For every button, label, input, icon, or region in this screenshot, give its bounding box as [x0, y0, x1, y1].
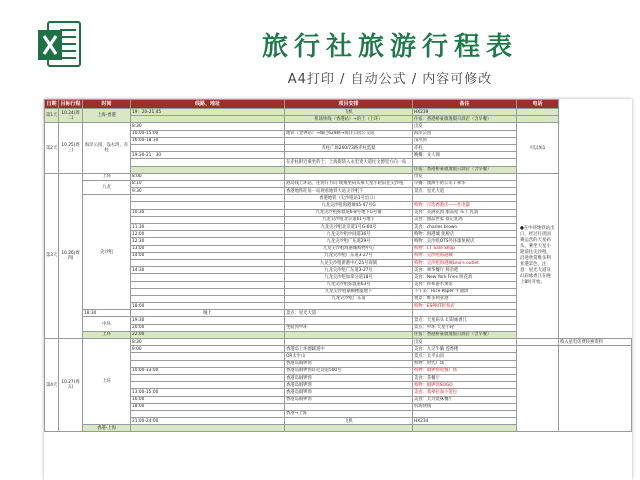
item-cell: 美食：茶餐厅	[413, 374, 517, 381]
line-cell: 飞机	[285, 418, 413, 425]
time-cell: 14:30	[131, 267, 285, 274]
time-cell: 19:30	[131, 317, 285, 324]
item-cell	[413, 159, 517, 166]
line-cell: 香港岛铜锣湾	[285, 382, 413, 389]
line-cell: 九龙尖沙咀嘉顿楼厦地下	[285, 288, 413, 295]
day-label: 第3天	[45, 173, 59, 338]
excel-icon	[36, 20, 82, 70]
time-cell: 12:30	[131, 238, 285, 245]
item-cell: 观景：维多利亚港	[413, 295, 517, 302]
table-row	[45, 346, 632, 353]
time-cell	[131, 382, 285, 389]
item-cell: 景点：太平山顶	[413, 353, 517, 360]
line-cell	[285, 303, 413, 310]
time-cell	[131, 274, 285, 281]
line-cell	[285, 403, 413, 410]
time-cell: 22:00	[131, 331, 285, 338]
item-cell: 出发	[413, 339, 517, 346]
line-cell: 赤柱广场260/73路赤柱监狱	[285, 144, 413, 151]
line-cell	[285, 123, 413, 130]
item-cell: 美食：charles brown	[413, 224, 517, 231]
line-cell: 九龙尖沙咀加拿分道18号	[285, 274, 413, 281]
time-cell: 14:00	[131, 252, 285, 259]
note-cell: 可以加1	[517, 123, 559, 173]
time-cell: 9:00	[131, 346, 285, 353]
item-cell: 购物：尖沙咀海港城Levi's outlet	[413, 259, 517, 266]
item-cell: 美食：祥和游水菜馆	[413, 281, 517, 288]
day-label: 第4天	[45, 339, 59, 432]
item-cell: 晚餐：文人阁	[413, 152, 517, 159]
line-cell: 香港岛铜锣湾	[285, 389, 413, 396]
table-row	[45, 109, 632, 116]
day-route: 上海-香港	[83, 109, 131, 123]
item-cell: 美食：太兴烧味餐厅	[413, 396, 517, 403]
item-cell: 购物：ESPRIT折扣店	[413, 303, 517, 310]
column-header: 时间	[83, 100, 131, 109]
day-route: 尖沙咀	[83, 195, 131, 310]
time-cell: 19:30-21：30	[131, 152, 285, 159]
line-cell	[285, 317, 413, 324]
time-cell: 8:10	[131, 180, 285, 187]
line-cell: OR太平山	[285, 353, 413, 360]
line-cell: 九龙尖沙咀北京道1号G-60号	[285, 224, 413, 231]
time-cell: 18:00	[131, 403, 285, 410]
page-title: 旅行社旅游行程表	[261, 32, 518, 62]
day-route: 海洋公园、浅水湾、赤柱	[83, 123, 131, 173]
item-cell: 美食：九记牛腩 莲香楼	[413, 346, 517, 353]
item-cell: 美食：翠华餐厅 鲜杂吧	[413, 267, 517, 274]
column-header: 项目安排	[285, 100, 413, 109]
column-header: 日期	[46, 100, 57, 107]
table-header-row	[45, 100, 632, 109]
item-cell: 购物：铜锣湾希慎广场	[413, 367, 517, 374]
time-cell	[131, 202, 285, 209]
time-cell	[131, 360, 285, 367]
time-cell	[131, 259, 285, 266]
item-cell	[413, 195, 517, 202]
time-cell	[131, 166, 285, 173]
line-cell	[285, 425, 413, 432]
item-cell: HX239	[413, 109, 517, 116]
day-route: 香港-上海	[83, 425, 131, 432]
time-cell: 18:30	[83, 310, 131, 317]
day-route: 九龙	[83, 180, 131, 194]
column-header: 目标行程	[60, 100, 81, 107]
time-cell	[131, 195, 285, 202]
time-cell: 8:30	[131, 339, 285, 346]
item-cell: 购物：尽选香港店——社电器	[413, 202, 517, 209]
table-row	[45, 116, 632, 123]
banner	[0, 0, 640, 96]
time-cell: 18:00	[131, 303, 285, 310]
item-cell: 景点：天星码头 幻彩咏香江	[413, 317, 517, 324]
line-cell: 九龙尖沙咀海港城购物中心	[285, 245, 413, 252]
time-cell	[131, 288, 285, 295]
line-cell: 九龙尖沙咀广东道29号	[285, 238, 413, 245]
line-cell: 香港岛铜锣湾	[285, 360, 413, 367]
line-cell	[285, 173, 413, 180]
line-cell	[285, 137, 413, 144]
line-cell	[285, 339, 413, 346]
line-cell	[285, 331, 413, 338]
line-cell: 晚上	[131, 310, 285, 317]
day-route: 中环	[83, 317, 131, 331]
time-cell: 19：20-21:45	[131, 109, 285, 116]
item-cell: 购物：I.T Sale Shop	[413, 245, 517, 252]
column-header: 电话	[517, 100, 559, 109]
line-cell	[285, 152, 413, 159]
line-cell: 九龙尖沙咀新港中心25号商铺	[285, 259, 413, 266]
column-header: 备注	[413, 100, 517, 109]
item-cell: 赤柱	[413, 144, 517, 151]
time-cell: 21:00-24:00	[131, 418, 285, 425]
phone-cell: 购入星电话费转换资料	[559, 339, 632, 346]
column-header: 线路、地址	[131, 100, 285, 109]
note-cell	[517, 109, 559, 116]
item-cell: 购物：铜锣湾SOGO	[413, 382, 517, 389]
time-cell: 10:30	[131, 209, 285, 216]
phone-cell	[559, 346, 632, 432]
time-cell: 10:00-15:00	[131, 130, 285, 137]
time-cell	[131, 374, 285, 381]
table-row	[45, 339, 632, 346]
time-cell	[131, 295, 285, 302]
day-date: 10.25(周三)	[59, 123, 83, 173]
line-cell: 香港岛上环德辅道中	[285, 346, 413, 353]
time-cell: 8:00	[131, 173, 285, 180]
item-cell: 早餐：澳洲牛奶公司 / 翠华	[413, 180, 517, 187]
time-cell: 16:00	[131, 396, 285, 403]
day-date: 10.24(周二)	[59, 109, 83, 123]
time-cell: 9:30	[131, 188, 285, 195]
line-cell: 九龙尖沙咀广东道	[285, 295, 413, 302]
time-cell: 13:00-15:00	[131, 389, 285, 396]
line-cell	[285, 166, 413, 173]
time-cell: 13:00	[131, 245, 285, 252]
item-cell: 住宿：香港桥豪敏逸假日酒店（含早餐）	[413, 116, 517, 123]
line-cell: 飞机	[285, 109, 413, 116]
line-cell: 九龙尖沙咀弥敦道6-8号地下G号铺	[285, 209, 413, 216]
item-cell: 购物：尖沙咀OTS外环球免税店	[413, 238, 517, 245]
line-cell: 九龙尖沙咀广东道3-27号	[285, 267, 413, 274]
item-cell: 景点：星光大道	[285, 310, 413, 317]
line-cell: 香港岛铜锣湾	[285, 396, 413, 403]
item-cell: 购物：尖沙咀海港城	[413, 252, 517, 259]
line-cell: 九龙尖沙咀海港城45-47号G	[285, 202, 413, 209]
table-row	[45, 123, 632, 130]
day-route: 上环	[83, 173, 131, 180]
item-cell: 美食：美满花园 甜品屋 布丁 乳鸽	[413, 209, 517, 216]
line-cell: 坐船到中环	[285, 324, 413, 331]
line-cell: 九龙尖沙咀弥敦道63号	[285, 281, 413, 288]
time-cell	[131, 410, 285, 417]
item-cell: HX234	[413, 418, 517, 425]
item-cell: 美食：翡翠拉面小笼包	[413, 389, 517, 396]
line-cell: 香港岛铜锣湾轩尼诗道500号	[285, 367, 413, 374]
day-date: 10.26(周四)	[59, 173, 83, 338]
day-label: 第2天	[45, 123, 59, 173]
time-cell: 11:30	[131, 224, 285, 231]
time-cell	[131, 281, 285, 288]
table-row	[45, 173, 632, 180]
day-date: 10.27(周五)	[59, 339, 83, 432]
line-cell: 九龙尖沙咀北京道61号地下	[285, 216, 413, 223]
item-cell	[413, 410, 517, 417]
item-cell: 下午茶：Rice Paper 牛油饼	[413, 288, 517, 295]
item-cell: 景点：星光大道	[413, 188, 517, 195]
page-subtitle: A4打印 / 自动公式 / 内容可修改	[287, 72, 493, 87]
day-route: 上环	[83, 331, 131, 338]
item-cell: 住宿：香港桥豪敏逸假日酒店（含早餐）	[413, 166, 517, 173]
item-cell: 购物：时代广场	[413, 360, 517, 367]
item-cell: 美食：甜品世家 蔡记乳鸽	[413, 216, 517, 223]
note-cell	[517, 346, 559, 432]
time-cell	[131, 116, 285, 123]
note-cell: ●在中环地铁站出口，经过打扰国赛运营的天星码头，乘坐天星小轮前往尖沙咀，沿途欣赏维多利亚港景色，注意：星光大道及幻彩咏香江在晚上8时开始。	[517, 173, 559, 338]
note-cell	[517, 116, 559, 123]
item-cell: 美食：New York Fries 叫花鸡	[413, 274, 517, 281]
line-cell: 香港地铁（尖沙咀站1号出口）	[285, 195, 413, 202]
item-cell: 机场快线	[413, 403, 517, 410]
time-cell	[131, 144, 285, 151]
time-cell	[131, 159, 285, 166]
time-cell	[131, 425, 285, 432]
line-cell: 香港岛铜锣湾	[285, 374, 413, 381]
time-cell: 8:30	[131, 123, 285, 130]
itinerary-table	[44, 99, 632, 432]
item-cell: 购物：海港城 免税店	[413, 231, 517, 238]
item-cell: 出发	[413, 123, 517, 130]
item-cell	[413, 425, 517, 432]
item-cell: 浅水湾	[413, 137, 517, 144]
line-cell: 港岛线上环站、往湾仔方向 或乘坐码头乘天星小轮前往尖沙咀	[285, 180, 413, 187]
line-cell: 地铁（金钟站）→城巴629路→海洋公园公交站	[285, 130, 413, 137]
item-cell: 海洋公园	[413, 130, 517, 137]
day-route: 上环	[83, 339, 131, 425]
line-cell: 在赤柱附近乘坐的士，上海街转入永里麦大道往文德里方向一站	[285, 159, 413, 166]
line-cell: 九龙尖沙咀广东道3-27号	[285, 252, 413, 259]
item-cell: 住宿：香港桥豪敏逸假日酒店（含早餐）	[413, 331, 517, 338]
time-cell: 20:00	[131, 324, 285, 331]
time-cell	[131, 353, 285, 360]
line-cell: 香港地铁旺角一站观看地铁大站尖沙咀下	[285, 188, 413, 195]
line-cell: 九龙尖沙咀中间道36号	[285, 231, 413, 238]
time-cell: 12:00	[131, 231, 285, 238]
day-label: 第1天	[45, 109, 59, 123]
line-cell: 香港→上海	[285, 410, 413, 417]
item-cell: 景点：中环 天星小轮	[413, 324, 517, 331]
note-cell	[517, 339, 559, 346]
line-cell: 机场快线（香港站）→的士（上环）	[285, 116, 413, 123]
time-cell	[131, 216, 285, 223]
time-cell: 16:00-18:30	[131, 137, 285, 144]
time-cell: 10:00-13:00	[131, 367, 285, 374]
itinerary-sheet	[44, 99, 632, 480]
item-cell: 出发	[413, 173, 517, 180]
